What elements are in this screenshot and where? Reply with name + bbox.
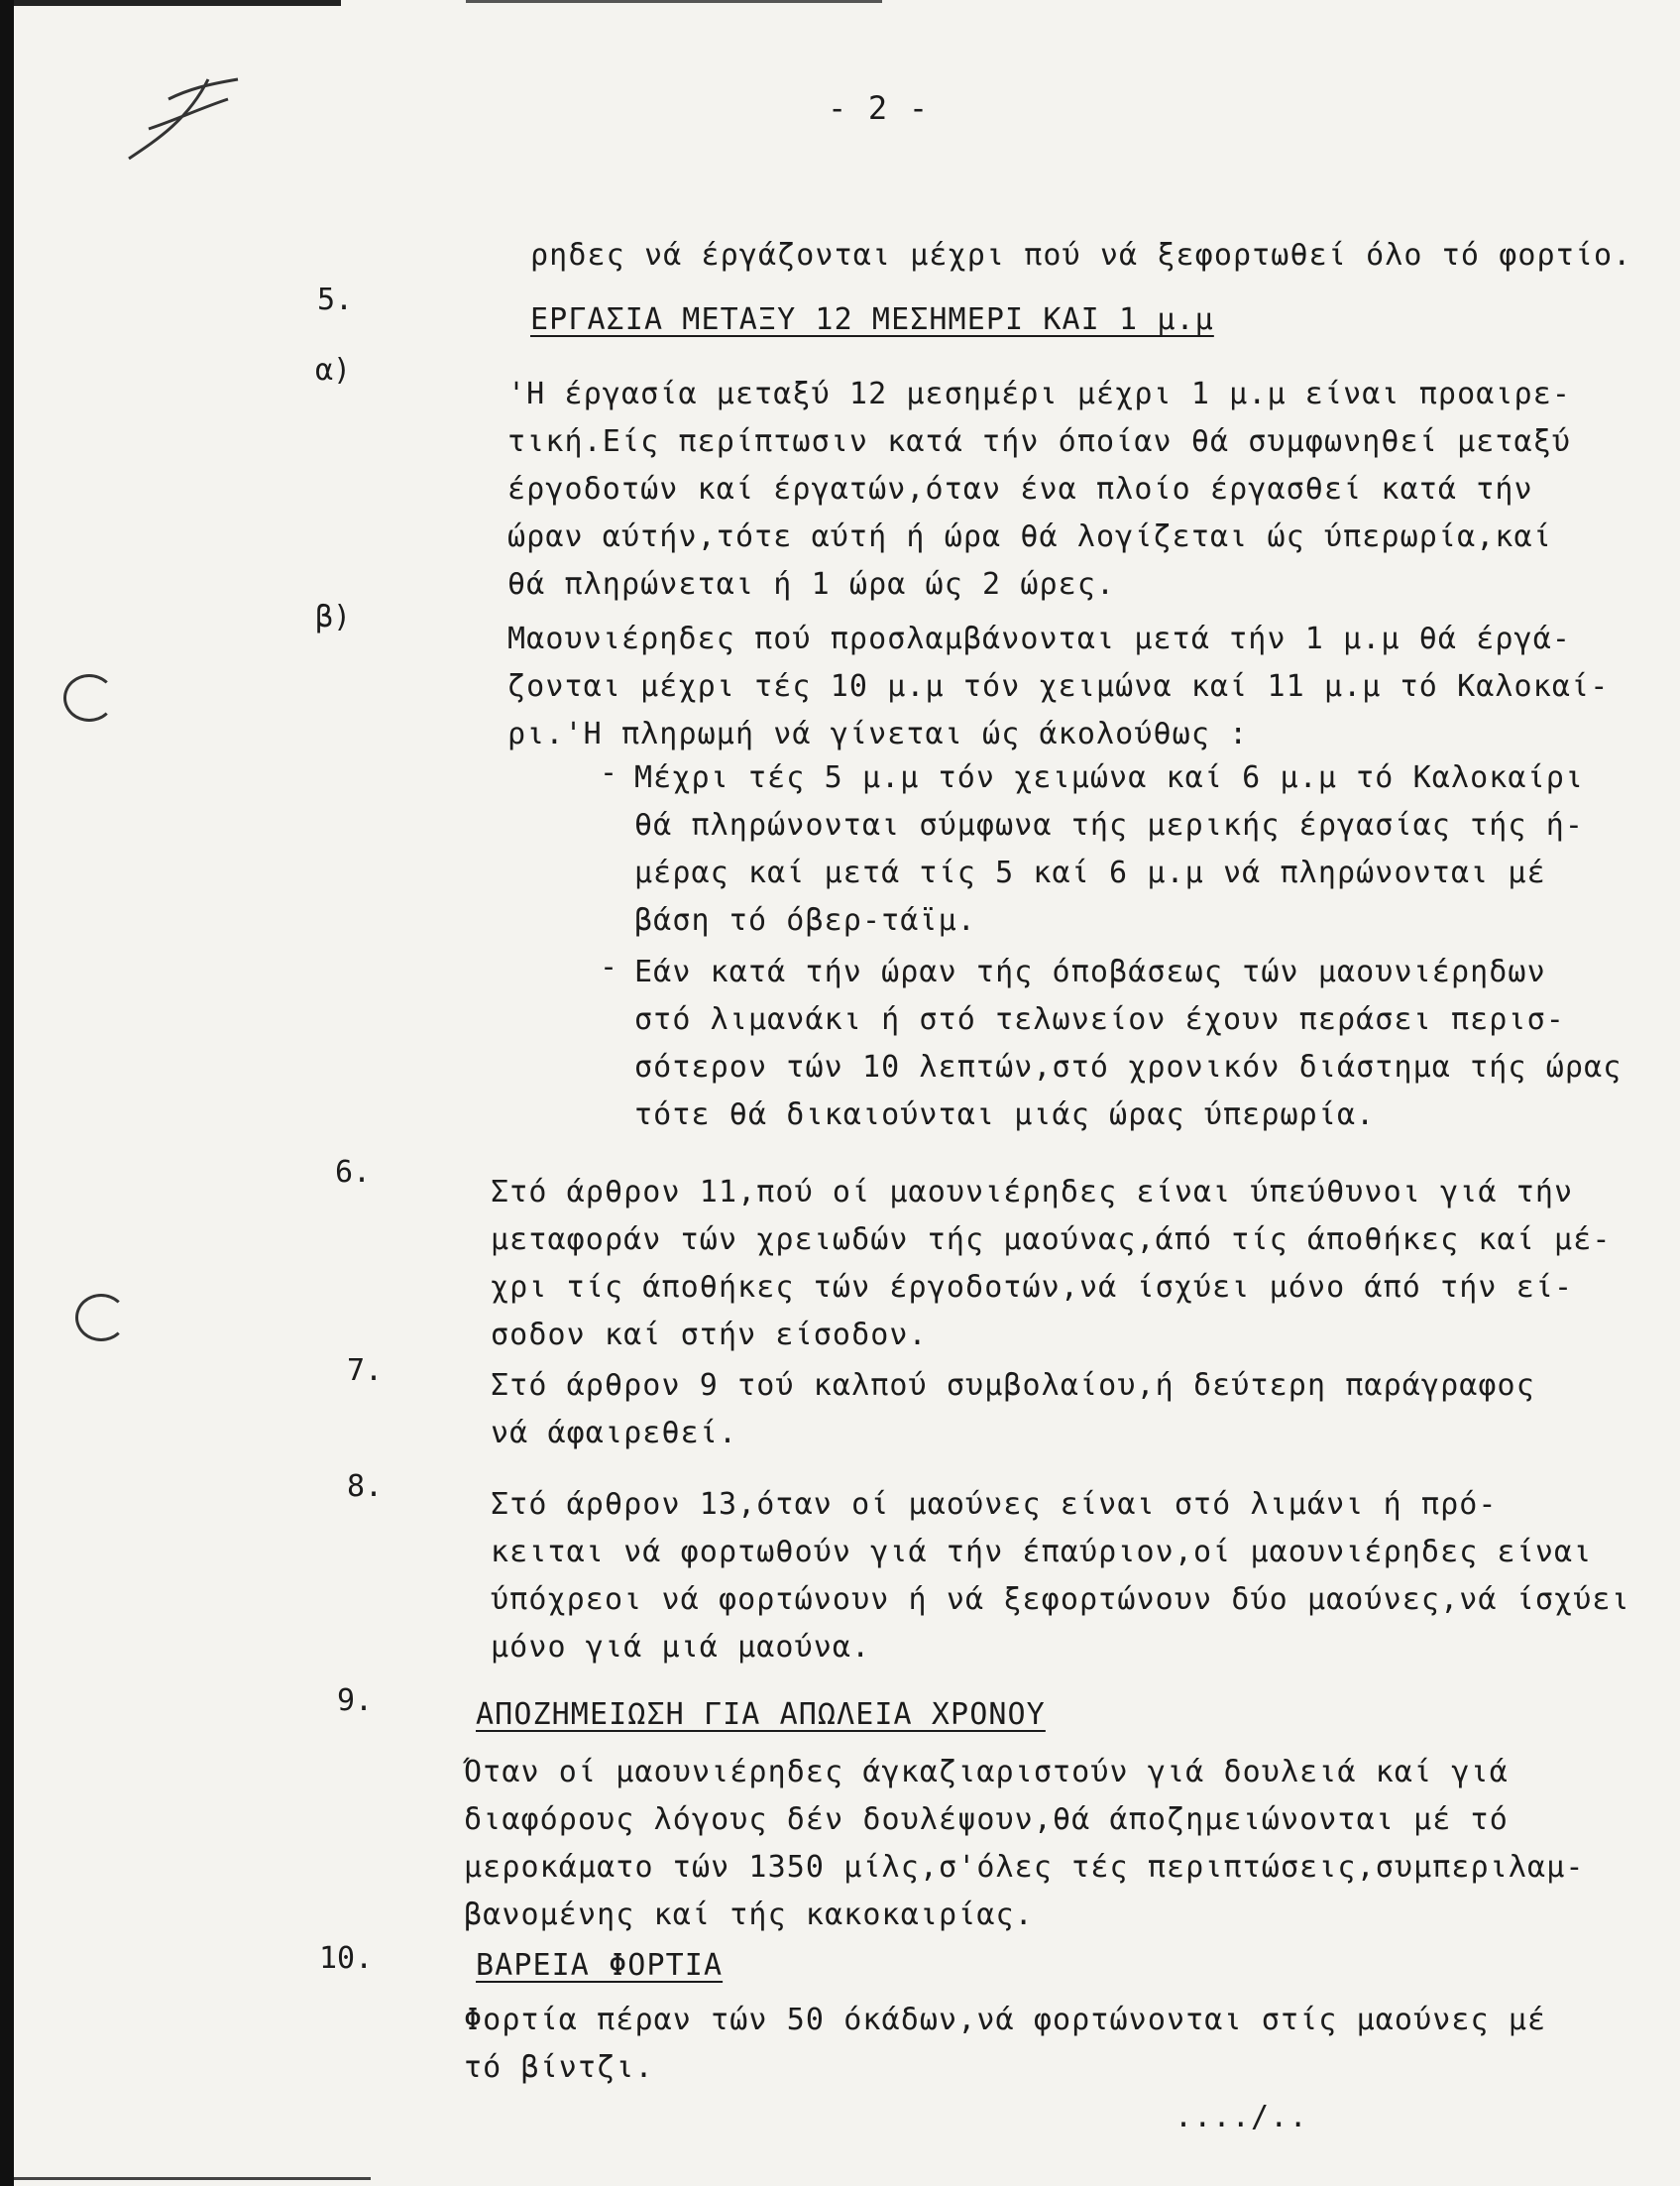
paragraph-line: 'Η έργασία μεταξύ 12 μεσημέρι μέχρι 1 μ.μ είναι προαιρε- [507,377,1572,411]
paragraph-line: Όταν οί μαουνιέρηδες άγκαζιαριστούν γιά δουλειά καί γιά [464,1755,1509,1789]
paragraph-line: βανομένης καί τής κακοκαιρίας. [464,1898,1034,1932]
paragraph-line: ύπόχρεοι νά φορτώνουν ή νά ξεφορτώνουν δύο μαούνες,νά ίσχύει [491,1582,1630,1617]
punch-hole-icon [75,1294,127,1341]
paragraph-line: σοδον καί στήν είσοδον. [491,1318,928,1352]
paragraph-line: Στό άρθρον 13,όταν οί μαούνες είναι στό λιμάνι ή πρό- [491,1487,1498,1522]
section-number: 8. [347,1469,384,1504]
paragraph-line: έργοδοτών καί έργατών,όταν ένα πλοίο έργασθεί κατά τήν [507,472,1533,507]
scan-bottom-smudge [14,2177,371,2180]
paragraph-line: Στό άρθρον 9 τού καλπού συμβολαίου,ή δεύτερη παράγραφος [491,1368,1535,1403]
bullet-line: μέρας καί μετά τίς 5 καί 6 μ.μ νά πληρώνονται μέ [634,856,1546,890]
continuation-mark: ..../.. [1175,2100,1308,2134]
bullet-line: Μέχρι τές 5 μ.μ τόν χειμώνα καί 6 μ.μ τό Καλοκαίρι [634,760,1585,795]
paragraph-line: νά άφαιρεθεί. [491,1416,738,1450]
paragraph-line: κειται νά φορτωθούν γιά τήν έπαύριον,οί μαουνιέρηδες είναι [491,1535,1593,1569]
paragraph-line: ρι.'Η πληρωμή νά γίνεται ώς άκολούθως : [507,717,1249,751]
paragraph-line: μόνο γιά μιά μαούνα. [491,1630,871,1665]
page-number: - 2 - [828,89,930,127]
paragraph-line: μεταφοράν τών χρειωδών τής μαούνας,άπό τίς άποθήκες καί μέ- [491,1222,1612,1257]
scan-left-edge [0,0,14,2186]
paragraph-line: μεροκάματο τών 1350 μίλς,σ'όλες τές περιπτώσεις,συμπεριλαμ- [464,1850,1585,1885]
section-number: 7. [347,1353,384,1388]
bullet-line: Εάν κατά τήν ώραν τής όποβάσεως τών μαουνιέρηδων [634,955,1546,989]
paragraph-line: θά πληρώνεται ή 1 ώρα ώς 2 ώρες. [507,567,1116,602]
paragraph-line: τική.Είς περίπτωσιν κατά τήν όποίαν θά συμφωνηθεί μεταξύ [507,424,1572,459]
section-number: 6. [335,1155,372,1190]
section-title: ΕΡΓΑΣΙΑ ΜΕΤΑΞΥ 12 ΜΕΣΗΜΕΡΙ ΚΑΙ 1 μ.μ [530,302,1214,337]
subsection-label: β) [315,600,352,634]
bullet-line: στό λιμανάκι ή στό τελωνείον έχουν περάσει περισ- [634,1002,1565,1037]
paragraph-line: τό βίντζι. [464,2050,654,2085]
bullet-marker: - [600,755,618,790]
paragraph-line: ώραν αύτήν,τότε αύτή ή ώρα θά λογίζεται ώς ύπερωρία,καί [507,519,1552,554]
paragraph-line: διαφόρους λόγους δέν δουλέψουν,θά άποζημειώνονται μέ τό [464,1802,1509,1837]
bullet-line: βάση τό όβερ-τάϊμ. [634,903,976,938]
handwritten-mark-icon [109,59,258,178]
section-number: 5. [317,283,354,317]
paragraph-line: Μαουνιέρηδες πού προσλαμβάνονται μετά τήν 1 μ.μ θά έργά- [507,622,1572,656]
bullet-marker: - [600,950,618,984]
paragraph-line: Στό άρθρον 11,πού οί μαουνιέρηδες είναι ύπεύθυνοι γιά τήν [491,1175,1574,1209]
paragraph-line: Φορτία πέραν τών 50 όκάδων,νά φορτώνονται στίς μαούνες μέ [464,2003,1547,2037]
bullet-line: τότε θά δικαιούνται μιάς ώρας ύπερωρία. [634,1097,1376,1132]
paragraph-line: χρι τίς άποθήκες τών έργοδοτών,νά ίσχύει μόνο άπό τήν εί- [491,1270,1574,1305]
section-number: 10. [319,1941,374,1976]
section-title: ΑΠΟΖΗΜΕΙΩΣΗ ΓΙΑ ΑΠΩΛΕΙΑ ΧΡΟΝΟΥ [476,1697,1046,1732]
bullet-line: σότερον τών 10 λεπτών,στό χρονικόν διάστημα τής ώρας [634,1050,1623,1085]
subsection-label: α) [315,353,352,388]
section-title: ΒΑΡΕΙΑ ΦΟΡΤΙΑ [476,1948,724,1983]
bullet-line: θά πληρώνονται σύμφωνα τής μερικής έργασίας τής ή- [634,808,1585,843]
continuation-line: ρηδες νά έργάζονται μέχρι πού νά ξεφορτωθεί όλο τό φορτίο. [530,238,1632,273]
scan-top-smudge [466,0,882,3]
paragraph-line: ζονται μέχρι τές 10 μ.μ τόν χειμώνα καί 11 μ.μ τό Καλοκαί- [507,669,1610,704]
punch-hole-icon [63,674,115,722]
scan-top-smudge [14,0,341,6]
section-number: 9. [337,1683,374,1718]
